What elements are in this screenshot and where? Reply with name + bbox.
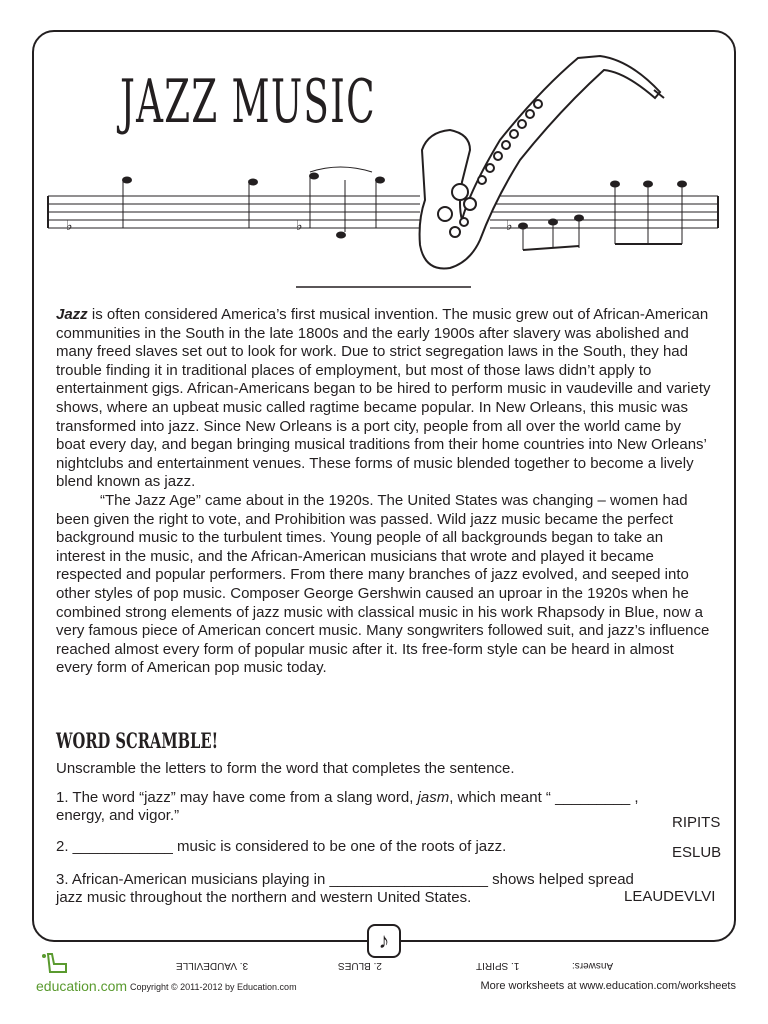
answers-label: Answers:	[572, 960, 614, 971]
paragraph-2: “The Jazz Age” came about in the 1920s. The United States was changing – women had been given the right to vote, and Prohibition was passed. Wild jazz music became the perfect background music to the turbulent times. Young people of all backgrounds began to take an interest in the music, and the African-American musicians that wrote and played it became respected and popular performers. From there many branches of jazz evolved, and seeped into other styles of pop music. Composer George Gershwin caused an uproar in the 1920s when he combined strong elements of jazz music with classical music in his work Rhapsody in Blue, now a very famous piece of American concert music. Many songwriters followed suit, and jazz’s influence reached almost every form of popular music after it. Its free-form style can be heard in almost every form of American pop music today.	[56, 491, 710, 677]
page-title: JAZZ MUSIC	[120, 67, 376, 137]
question-3	[56, 871, 634, 907]
paragraph-1	[56, 306, 712, 492]
word-scramble-heading: WORD SCRAMBLE!	[56, 728, 219, 753]
question-1-text-c: energy, and vigor.”	[56, 807, 180, 824]
answer-1: 1. SPIRIT	[476, 960, 520, 971]
svg-text:♭: ♭	[66, 218, 73, 234]
brand-name[interactable]: education.com	[36, 978, 128, 994]
paragraph-1-text: is often considered America’s first musical invention. The music grew out of African-American communities in the South in the late 1800s and the early 1900s after slavery was abolished and many freed slaves set out to look for work. Due to strict segregation laws in the South, they had trouble finding it in traditional places of employment, but most of those laws didn’t apply to entertainment gigs. African-Americans began to be hired to perform music in vaudeville and variety shows, where an upbeat music called ragtime became popular. In New Orleans, this music was transformed into jazz. Since New Orleans is a port city, people from all over the world came by boat every day, and began bringing musical traditions from their home countries into New Orleans’ nightclubs and entertainment venues. These forms of music blended together to become a lively blend known as jazz.	[56, 306, 711, 491]
article-body	[56, 306, 712, 678]
question-3-text-a: 3. African-American musicians playing in ___________________ shows helped spread	[56, 871, 634, 888]
scrambled-word-3: LEAUDEVLVI	[624, 888, 716, 905]
svg-text:♭: ♭	[296, 218, 303, 234]
education-logo-icon	[36, 950, 76, 978]
copyright: Copyright © 2011-2012 by Education.com	[130, 982, 297, 992]
question-2: 2. ____________ music is considered to be one of the roots of jazz.	[56, 838, 507, 855]
answer-3: 3. VAUDEVILLE	[176, 960, 249, 971]
svg-text:♭: ♭	[506, 218, 513, 234]
saxophone-icon	[420, 56, 664, 269]
scramble-instructions: Unscramble the letters to form the word that completes the sentence.	[56, 760, 515, 777]
music-illustration	[0, 0, 768, 300]
answer-2: 2. BLUES	[338, 960, 382, 971]
paragraph-1-lead: Jazz	[56, 306, 88, 323]
question-1	[56, 789, 639, 825]
question-1-text-b: , which meant “ _________ ,	[449, 789, 639, 806]
scrambled-word-2: ESLUB	[672, 844, 722, 861]
question-1-slang-word: jasm	[417, 789, 450, 806]
scrambled-word-1: RIPITS	[672, 814, 721, 831]
question-3-text-b: jazz music throughout the northern and western United States.	[56, 889, 472, 906]
music-note-icon: ♪	[367, 924, 401, 958]
more-worksheets-link[interactable]: More worksheets at www.education.com/worksheets	[480, 980, 736, 992]
question-1-text-a: 1. The word “jazz” may have come from a slang word,	[56, 789, 418, 806]
